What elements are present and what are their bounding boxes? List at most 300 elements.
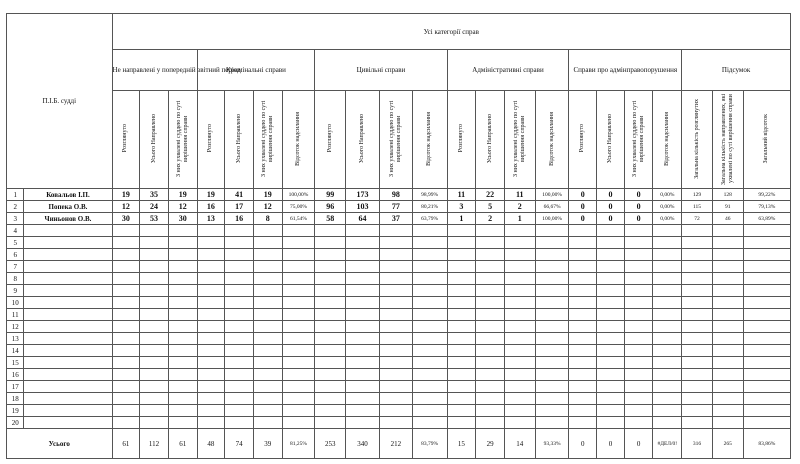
value-cell <box>379 297 412 309</box>
value-cell <box>282 273 315 285</box>
value-cell <box>504 405 535 417</box>
row-number: 20 <box>7 417 24 429</box>
value-cell: 61,54% <box>282 213 315 225</box>
value-cell <box>712 309 743 321</box>
value-cell <box>535 345 569 357</box>
value-cell <box>282 393 315 405</box>
value-cell <box>447 321 476 333</box>
value-cell <box>315 309 346 321</box>
value-cell <box>225 237 254 249</box>
value-cell <box>569 309 597 321</box>
value-cell <box>412 393 447 405</box>
value-cell <box>682 309 713 321</box>
value-cell <box>253 333 282 345</box>
total-value-cell: 340 <box>346 429 380 459</box>
value-cell <box>379 273 412 285</box>
value-cell <box>168 417 197 429</box>
row-number: 15 <box>7 357 24 369</box>
subheader-decided: З них ухвалені суддею по суті вирішення справи <box>504 91 535 189</box>
value-cell <box>282 321 315 333</box>
value-cell <box>504 345 535 357</box>
value-cell <box>597 357 625 369</box>
value-cell <box>197 381 225 393</box>
value-cell <box>447 417 476 429</box>
value-cell <box>653 393 682 405</box>
value-cell <box>282 225 315 237</box>
judge-name-cell: Ковальов І.П. <box>24 189 112 201</box>
value-cell: 0 <box>624 213 653 225</box>
value-cell <box>504 261 535 273</box>
value-cell <box>346 225 380 237</box>
table-row <box>7 309 791 321</box>
value-cell <box>112 321 140 333</box>
value-cell <box>197 369 225 381</box>
value-cell <box>624 405 653 417</box>
value-cell <box>743 261 790 273</box>
value-cell <box>112 237 140 249</box>
value-cell <box>743 237 790 249</box>
value-cell <box>476 393 505 405</box>
judge-name-cell <box>24 381 112 393</box>
value-cell: 2 <box>504 201 535 213</box>
table-row <box>7 417 791 429</box>
value-cell <box>379 309 412 321</box>
value-cell <box>447 369 476 381</box>
value-cell: 63,79% <box>412 213 447 225</box>
value-cell <box>504 249 535 261</box>
value-cell <box>112 417 140 429</box>
value-cell <box>112 381 140 393</box>
value-cell <box>535 333 569 345</box>
value-cell <box>379 405 412 417</box>
value-cell <box>140 345 169 357</box>
judge-name-cell <box>24 273 112 285</box>
value-cell <box>197 345 225 357</box>
value-cell <box>197 333 225 345</box>
value-cell <box>535 381 569 393</box>
row-number: 19 <box>7 405 24 417</box>
value-cell <box>197 225 225 237</box>
value-cell <box>315 249 346 261</box>
value-cell <box>140 357 169 369</box>
value-cell <box>168 273 197 285</box>
value-cell <box>282 345 315 357</box>
value-cell <box>597 393 625 405</box>
value-cell <box>447 297 476 309</box>
value-cell: 58 <box>315 213 346 225</box>
value-cell <box>379 261 412 273</box>
value-cell <box>535 225 569 237</box>
subheader-sent: Усього Направлено <box>476 91 505 189</box>
value-cell <box>197 249 225 261</box>
value-cell: 77 <box>379 201 412 213</box>
value-cell <box>712 345 743 357</box>
value-cell <box>225 405 254 417</box>
value-cell <box>197 393 225 405</box>
total-value-cell: 316 <box>682 429 713 459</box>
value-cell <box>535 249 569 261</box>
value-cell <box>253 225 282 237</box>
value-cell <box>412 237 447 249</box>
value-cell <box>624 381 653 393</box>
value-cell <box>346 405 380 417</box>
value-cell <box>282 285 315 297</box>
value-cell: 19 <box>168 189 197 201</box>
value-cell <box>253 309 282 321</box>
value-cell <box>379 285 412 297</box>
value-cell <box>282 333 315 345</box>
value-cell <box>504 381 535 393</box>
value-cell <box>597 261 625 273</box>
subheader-decided: З них ухвалені суддею по суті вирішення справи <box>379 91 412 189</box>
row-number: 7 <box>7 261 24 273</box>
row-number: 5 <box>7 237 24 249</box>
value-cell <box>476 417 505 429</box>
value-cell: 0 <box>624 189 653 201</box>
value-cell <box>476 357 505 369</box>
value-cell <box>447 249 476 261</box>
value-cell <box>379 225 412 237</box>
value-cell: 17 <box>225 201 254 213</box>
value-cell <box>624 369 653 381</box>
value-cell <box>346 297 380 309</box>
row-number: 14 <box>7 345 24 357</box>
judge-name-cell <box>24 405 112 417</box>
value-cell <box>346 237 380 249</box>
value-cell: 5 <box>476 201 505 213</box>
row-number: 17 <box>7 381 24 393</box>
value-cell <box>597 285 625 297</box>
value-cell <box>682 369 713 381</box>
value-cell <box>225 321 254 333</box>
row-number: 6 <box>7 249 24 261</box>
value-cell <box>569 393 597 405</box>
value-cell <box>225 357 254 369</box>
value-cell <box>112 333 140 345</box>
table-row <box>7 201 791 213</box>
value-cell: 12 <box>168 201 197 213</box>
value-cell <box>653 333 682 345</box>
value-cell: 100,00% <box>535 189 569 201</box>
value-cell <box>168 369 197 381</box>
value-cell <box>112 285 140 297</box>
value-cell <box>412 309 447 321</box>
value-cell <box>253 321 282 333</box>
value-cell: 96 <box>315 201 346 213</box>
value-cell <box>253 273 282 285</box>
total-value-cell: 14 <box>504 429 535 459</box>
value-cell <box>140 393 169 405</box>
row-number: 13 <box>7 333 24 345</box>
value-cell <box>624 357 653 369</box>
value-cell <box>597 309 625 321</box>
value-cell <box>476 321 505 333</box>
value-cell <box>346 333 380 345</box>
value-cell <box>712 333 743 345</box>
value-cell: 173 <box>346 189 380 201</box>
value-cell <box>412 285 447 297</box>
value-cell <box>597 369 625 381</box>
value-cell <box>653 309 682 321</box>
value-cell <box>743 273 790 285</box>
value-cell <box>112 249 140 261</box>
value-cell: 103 <box>346 201 380 213</box>
value-cell <box>197 405 225 417</box>
value-cell <box>447 405 476 417</box>
value-cell <box>315 381 346 393</box>
value-cell <box>653 417 682 429</box>
value-cell <box>447 345 476 357</box>
value-cell: 46 <box>712 213 743 225</box>
value-cell <box>253 261 282 273</box>
value-cell <box>168 393 197 405</box>
value-cell <box>743 225 790 237</box>
value-cell <box>346 357 380 369</box>
value-cell <box>682 357 713 369</box>
value-cell <box>624 321 653 333</box>
group-header-not-sent: Не направлені у попередній звітний період <box>112 50 197 91</box>
value-cell <box>569 417 597 429</box>
value-cell <box>653 369 682 381</box>
value-cell <box>112 369 140 381</box>
subheader-total-reviewed: Загальна кількість розглянутих <box>682 91 713 189</box>
value-cell <box>653 381 682 393</box>
judge-name-cell: Попека О.В. <box>24 201 112 213</box>
value-cell <box>504 237 535 249</box>
value-cell <box>624 309 653 321</box>
value-cell: 0 <box>624 201 653 213</box>
total-label: Усього <box>7 429 113 459</box>
value-cell <box>379 249 412 261</box>
value-cell <box>346 285 380 297</box>
value-cell <box>447 333 476 345</box>
judge-name-cell: Чиньонов О.В. <box>24 213 112 225</box>
subheader-reviewed: Розглянуто <box>112 91 140 189</box>
value-cell <box>653 273 682 285</box>
table-row <box>7 333 791 345</box>
value-cell <box>112 309 140 321</box>
value-cell <box>624 261 653 273</box>
value-cell <box>379 321 412 333</box>
subheader-percent: Відсоток надсилання <box>412 91 447 189</box>
value-cell <box>569 333 597 345</box>
value-cell <box>197 273 225 285</box>
value-cell: 41 <box>225 189 254 201</box>
value-cell <box>624 297 653 309</box>
table-row <box>7 249 791 261</box>
total-value-cell: 74 <box>225 429 254 459</box>
value-cell <box>412 333 447 345</box>
value-cell <box>253 285 282 297</box>
value-cell <box>743 333 790 345</box>
row-number: 1 <box>7 189 24 201</box>
value-cell <box>743 345 790 357</box>
subheader-sent: Усього Направлено <box>140 91 169 189</box>
value-cell: 98 <box>379 189 412 201</box>
value-cell <box>743 249 790 261</box>
value-cell <box>653 237 682 249</box>
value-cell <box>504 309 535 321</box>
value-cell <box>569 237 597 249</box>
value-cell <box>168 261 197 273</box>
group-header-summary: Підсумок <box>682 50 791 91</box>
total-value-cell: 29 <box>476 429 505 459</box>
value-cell: 72 <box>682 213 713 225</box>
value-cell: 115 <box>682 201 713 213</box>
value-cell <box>225 225 254 237</box>
subheader-reviewed: Розглянуто <box>197 91 225 189</box>
subheader-percent: Відсоток надсилання <box>653 91 682 189</box>
value-cell <box>743 381 790 393</box>
value-cell <box>253 249 282 261</box>
table-row <box>7 381 791 393</box>
total-value-cell: 0 <box>597 429 625 459</box>
value-cell <box>624 345 653 357</box>
subheader-sent: Усього Направлено <box>346 91 380 189</box>
value-cell <box>504 225 535 237</box>
value-cell: 13 <box>197 213 225 225</box>
table-row <box>7 393 791 405</box>
value-cell: 1 <box>504 213 535 225</box>
value-cell: 12 <box>253 201 282 213</box>
group-header-criminal: Кримінальні справи <box>197 50 315 91</box>
subheader-percent: Відсоток надсилання <box>535 91 569 189</box>
value-cell <box>140 237 169 249</box>
value-cell <box>225 417 254 429</box>
group-header-admin-offenses: Справи про адмінправопорушення <box>569 50 682 91</box>
value-cell <box>197 321 225 333</box>
value-cell: 53 <box>140 213 169 225</box>
value-cell <box>476 225 505 237</box>
value-cell <box>535 357 569 369</box>
table-row <box>7 369 791 381</box>
row-number: 18 <box>7 393 24 405</box>
value-cell <box>379 333 412 345</box>
value-cell <box>504 393 535 405</box>
value-cell <box>535 393 569 405</box>
value-cell: 16 <box>197 201 225 213</box>
row-number: 10 <box>7 297 24 309</box>
value-cell <box>379 381 412 393</box>
value-cell: 11 <box>504 189 535 201</box>
value-cell <box>447 237 476 249</box>
value-cell <box>225 369 254 381</box>
value-cell <box>140 417 169 429</box>
value-cell: 100,00% <box>282 189 315 201</box>
value-cell <box>140 273 169 285</box>
total-value-cell: 61 <box>112 429 140 459</box>
value-cell <box>282 417 315 429</box>
value-cell <box>253 405 282 417</box>
value-cell <box>379 345 412 357</box>
value-cell: 19 <box>253 189 282 201</box>
judge-name-cell <box>24 417 112 429</box>
value-cell <box>682 261 713 273</box>
value-cell <box>253 297 282 309</box>
value-cell <box>535 297 569 309</box>
value-cell: 1 <box>447 213 476 225</box>
value-cell <box>197 237 225 249</box>
value-cell <box>743 309 790 321</box>
row-number: 4 <box>7 225 24 237</box>
value-cell <box>168 345 197 357</box>
value-cell: 12 <box>112 201 140 213</box>
total-value-cell: 112 <box>140 429 169 459</box>
value-cell <box>412 261 447 273</box>
value-cell: 100,00% <box>535 213 569 225</box>
value-cell <box>712 261 743 273</box>
value-cell <box>743 393 790 405</box>
value-cell <box>653 249 682 261</box>
subheader-total-percent: Загальний відсоток <box>743 91 790 189</box>
value-cell <box>682 285 713 297</box>
value-cell: 0 <box>569 201 597 213</box>
value-cell <box>569 297 597 309</box>
value-cell <box>346 381 380 393</box>
value-cell <box>682 297 713 309</box>
value-cell <box>168 237 197 249</box>
value-cell <box>624 333 653 345</box>
value-cell <box>225 381 254 393</box>
value-cell: 19 <box>112 189 140 201</box>
row-number: 3 <box>7 213 24 225</box>
value-cell <box>282 261 315 273</box>
value-cell <box>225 309 254 321</box>
value-cell <box>447 225 476 237</box>
value-cell <box>653 285 682 297</box>
value-cell <box>569 381 597 393</box>
value-cell <box>315 297 346 309</box>
value-cell <box>346 261 380 273</box>
value-cell <box>412 417 447 429</box>
value-cell <box>712 417 743 429</box>
value-cell <box>743 321 790 333</box>
value-cell <box>653 405 682 417</box>
total-value-cell: #ДЕЛ/0! <box>653 429 682 459</box>
row-number: 9 <box>7 285 24 297</box>
value-cell <box>624 417 653 429</box>
value-cell: 129 <box>682 189 713 201</box>
total-value-cell: 93,33% <box>535 429 569 459</box>
judge-name-cell <box>24 285 112 297</box>
value-cell <box>168 225 197 237</box>
value-cell <box>168 357 197 369</box>
value-cell <box>682 321 713 333</box>
value-cell <box>197 297 225 309</box>
value-cell <box>412 273 447 285</box>
subheader-sent: Усього Направлено <box>597 91 625 189</box>
value-cell <box>282 309 315 321</box>
value-cell <box>412 249 447 261</box>
value-cell <box>476 345 505 357</box>
value-cell <box>412 381 447 393</box>
value-cell: 8 <box>253 213 282 225</box>
value-cell <box>476 381 505 393</box>
value-cell <box>597 297 625 309</box>
table-row <box>7 225 791 237</box>
value-cell: 0 <box>597 189 625 201</box>
value-cell <box>682 393 713 405</box>
subheader-reviewed: Розглянуто <box>315 91 346 189</box>
subheader-reviewed: Розглянуто <box>447 91 476 189</box>
value-cell <box>682 417 713 429</box>
value-cell <box>569 261 597 273</box>
total-value-cell: 253 <box>315 429 346 459</box>
subheader-total-decided: Загальна кількість направлених, які ухвалені по суті вирішення справи <box>712 91 743 189</box>
value-cell <box>504 273 535 285</box>
value-cell <box>225 297 254 309</box>
value-cell <box>569 345 597 357</box>
